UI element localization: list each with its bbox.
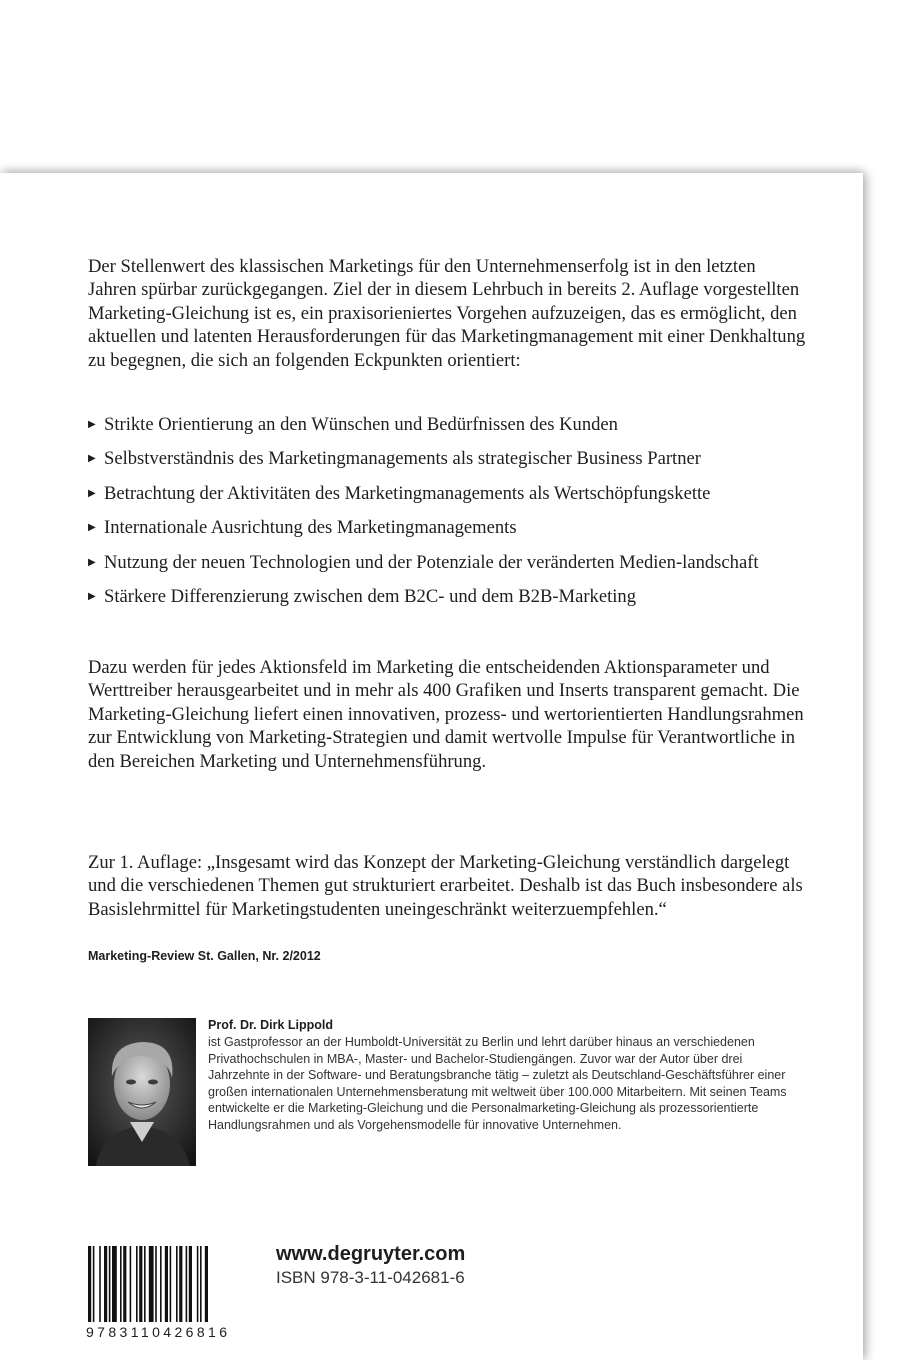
review-quote: Zur 1. Auflage: „Insgesamt wird das Konzept der Marketing-Gleichung verständlich dargelegt und die verschiedenen Themen gut strukturiert erarbeitet. Deshalb ist das Buch insbesondere als Basislehrmittel für Marketingstudenten uneingeschränkt weiterzuempfehlen.“ bbox=[88, 852, 803, 920]
author-photo bbox=[88, 1018, 196, 1166]
bullet-arrow-icon: ▶ bbox=[88, 522, 96, 534]
barcode-bar bbox=[139, 1246, 142, 1322]
list-item: ▶ Selbstverständnis des Marketingmanagements als strategischer Business Partner bbox=[88, 448, 701, 470]
description-paragraph: Dazu werden für jedes Aktionsfeld im Marketing die entscheidenden Aktionsparameter und Werttreiber herausgearbeitet und in mehr als 400 Grafiken und Inserts transparent gemacht. Die Marketing-Gleichung liefert einen innovativen, prozess- und wertorientierten Handlungsrahmen zur Entwicklung von Marketing-Strategien und damit wertvolle Impulse für Verantwortliche in den Bereichen Marketing und Unternehmensführung. bbox=[88, 657, 804, 772]
bullet-arrow-icon: ▶ bbox=[88, 419, 96, 430]
list-item: ▶ Betrachtung der Aktivitäten des Marketingmanagements als Wertschöpfungskette bbox=[88, 482, 711, 504]
barcode-bar bbox=[205, 1246, 208, 1322]
barcode bbox=[86, 1246, 256, 1322]
list-item: ▶ Strikte Orientierung an den Wünschen und Bedürfnissen des Kunden bbox=[88, 414, 618, 435]
barcode-bar bbox=[200, 1246, 202, 1322]
barcode-bar bbox=[197, 1246, 199, 1322]
barcode-bar bbox=[155, 1246, 157, 1322]
barcode-bar bbox=[189, 1246, 192, 1322]
list-item: ▶ Stärkere Differenzierung zwischen dem B2C- und dem B2B-Marketing bbox=[88, 586, 637, 608]
list-item: ▶ Nutzung der neuen Technologien und der Potenziale der veränderten Medien-landschaft bbox=[88, 551, 759, 573]
bullet-arrow-icon: ▶ bbox=[88, 487, 96, 499]
barcode-bar bbox=[176, 1246, 178, 1322]
bullet-arrow-icon: ▶ bbox=[88, 591, 96, 603]
list-item: ▶ Internationale Ausrichtung des Marketingmanagements bbox=[88, 517, 517, 539]
barcode-bar bbox=[186, 1246, 188, 1322]
quote-source: Marketing-Review St. Gallen, Nr. 2/2012 bbox=[88, 949, 321, 963]
barcode-number: 9783110426816 bbox=[86, 1324, 231, 1340]
barcode-bar bbox=[104, 1246, 107, 1322]
barcode-bar bbox=[123, 1246, 126, 1322]
bullet-arrow-icon: ▶ bbox=[88, 556, 96, 568]
barcode-bar bbox=[93, 1246, 95, 1322]
barcode-bar bbox=[99, 1246, 101, 1322]
barcode-bar bbox=[109, 1246, 111, 1322]
barcode-bar bbox=[88, 1246, 91, 1322]
intro-paragraph: Der Stellenwert des klassischen Marketings für den Unternehmenserfolg ist in den letzten Jahren spürbar zurückgegangen. Ziel der in diesem Lehrbuch in bereits 2. Auflage vorgestellten Marketing-Gleichung ist es, ein praxisorieniertes Vorgehen aufzuzeigen, das es ermöglicht, den aktuellen und latenten Herausforderungen für das Marketingmanagement mit einer Denkhaltung zu begegnen, die sich an folgenden Eckpunkten orientiert: bbox=[88, 256, 806, 371]
isbn: ISBN 978-3-11-042681-6 bbox=[276, 1268, 465, 1287]
publisher-url[interactable]: www.degruyter.com bbox=[276, 1243, 466, 1265]
barcode-bar bbox=[144, 1246, 146, 1322]
barcode-bar bbox=[179, 1246, 182, 1322]
barcode-bar bbox=[120, 1246, 122, 1322]
book-back-cover bbox=[0, 173, 863, 1360]
author-bio: ist Gastprofessor an der Humboldt-Universität zu Berlin und lehrt darüber hinaus an verschiedenen Privathochschulen in MBA-, Master- und Bachelor-Studiengängen. Zuvor war der Autor über drei Jahrzehnte in der Software- und Beratungsbranche tätig – zuletzt als Deutschland-Geschäftsführer einer großen internationalen Unternehmensberatung mit weltweit über 100.000 Mitarbeitern. Mit seinen Teams entwickelte er die Marketing-Gleichung und die Personalmarketing-Gleichung als prozessorientierte Handlungsrahmen und als Vorgehensmodelle für innovative Unternehmen. bbox=[208, 1035, 787, 1132]
barcode-bar bbox=[160, 1246, 162, 1322]
barcode-bar bbox=[112, 1246, 117, 1322]
barcode-bar bbox=[130, 1246, 132, 1322]
barcode-bar bbox=[170, 1246, 172, 1322]
barcode-bar bbox=[136, 1246, 138, 1322]
bullet-arrow-icon: ▶ bbox=[88, 453, 96, 465]
barcode-bar bbox=[149, 1246, 154, 1322]
barcode-bar bbox=[165, 1246, 168, 1322]
key-points-list bbox=[88, 413, 808, 619]
author-name: Prof. Dr. Dirk Lippold bbox=[208, 1018, 334, 1032]
